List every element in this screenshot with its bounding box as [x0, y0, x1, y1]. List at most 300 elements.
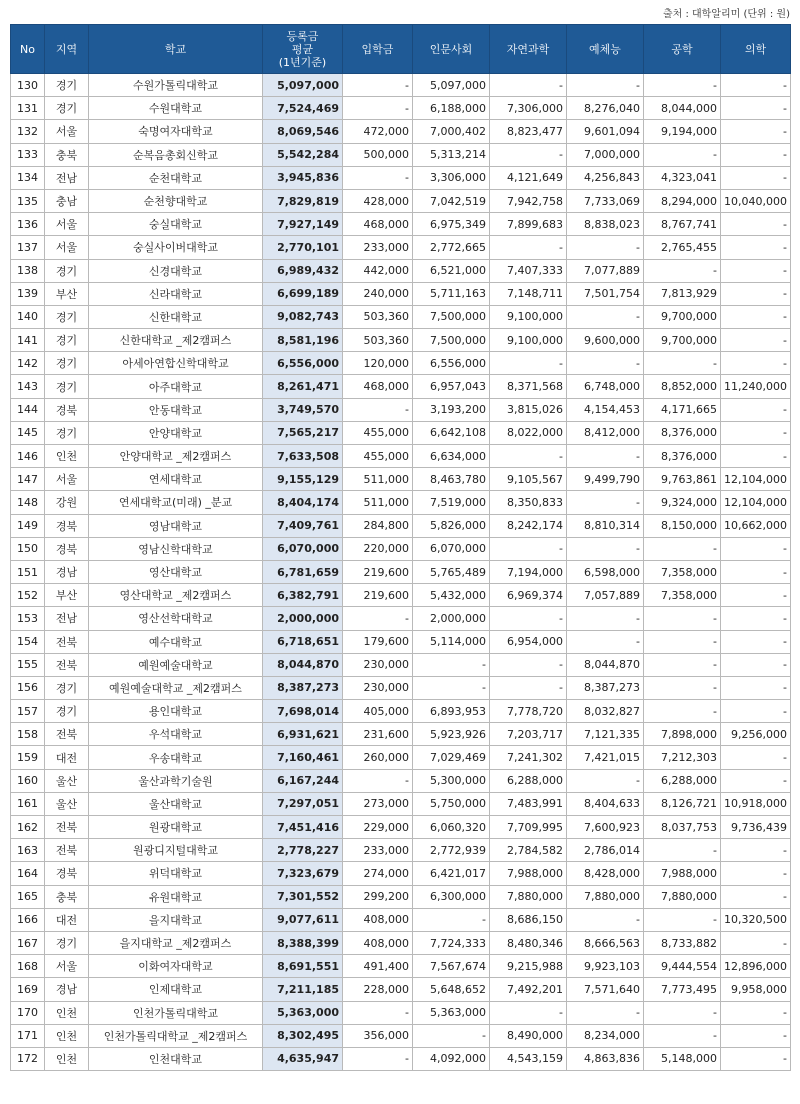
cell-school: 예수대학교	[89, 630, 263, 653]
cell-medicine: -	[721, 560, 791, 583]
cell-admission: 273,000	[343, 792, 413, 815]
cell-engineering: -	[644, 259, 721, 282]
cell-admission: 120,000	[343, 352, 413, 375]
cell-average: 8,387,273	[263, 676, 343, 699]
cell-no: 165	[11, 885, 45, 908]
cell-arts: 4,154,453	[567, 398, 644, 421]
cell-average: 5,363,000	[263, 1001, 343, 1024]
cell-science: 4,121,649	[490, 166, 567, 189]
cell-science: 7,483,991	[490, 792, 567, 815]
cell-arts: 7,571,640	[567, 978, 644, 1001]
table-row	[11, 723, 791, 746]
cell-engineering: 8,126,721	[644, 792, 721, 815]
cell-humanities: 7,042,519	[413, 189, 490, 212]
cell-medicine: -	[721, 352, 791, 375]
cell-no: 147	[11, 468, 45, 491]
cell-school: 인천가톨릭대학교 _제2캠퍼스	[89, 1024, 263, 1047]
cell-science: -	[490, 607, 567, 630]
cell-engineering: 8,852,000	[644, 375, 721, 398]
cell-arts: 8,404,633	[567, 792, 644, 815]
cell-arts: 7,421,015	[567, 746, 644, 769]
cell-science: -	[490, 676, 567, 699]
cell-no: 169	[11, 978, 45, 1001]
cell-admission: -	[343, 607, 413, 630]
cell-average: 8,302,495	[263, 1024, 343, 1047]
cell-humanities: 2,772,939	[413, 839, 490, 862]
cell-arts: -	[567, 74, 644, 97]
cell-region: 경기	[45, 676, 89, 699]
cell-admission: -	[343, 1047, 413, 1070]
cell-science: 7,988,000	[490, 862, 567, 885]
cell-medicine: 10,918,000	[721, 792, 791, 815]
cell-science: 7,709,995	[490, 816, 567, 839]
cell-humanities: 6,556,000	[413, 352, 490, 375]
cell-region: 경기	[45, 421, 89, 444]
cell-humanities: 5,648,652	[413, 978, 490, 1001]
cell-average: 6,382,791	[263, 584, 343, 607]
cell-region: 대전	[45, 746, 89, 769]
cell-humanities: 8,463,780	[413, 468, 490, 491]
cell-engineering: 8,037,753	[644, 816, 721, 839]
cell-no: 138	[11, 259, 45, 282]
cell-school: 예원예술대학교 _제2캠퍼스	[89, 676, 263, 699]
cell-engineering: 8,294,000	[644, 189, 721, 212]
cell-average: 7,323,679	[263, 862, 343, 885]
cell-medicine: 9,958,000	[721, 978, 791, 1001]
cell-medicine: -	[721, 584, 791, 607]
table-row	[11, 1024, 791, 1047]
cell-arts: 4,256,843	[567, 166, 644, 189]
cell-medicine: -	[721, 236, 791, 259]
cell-region: 경남	[45, 560, 89, 583]
cell-region: 경남	[45, 978, 89, 1001]
table-row	[11, 746, 791, 769]
cell-admission: 299,200	[343, 885, 413, 908]
cell-average: 7,301,552	[263, 885, 343, 908]
cell-engineering: -	[644, 653, 721, 676]
cell-average: 8,069,546	[263, 120, 343, 143]
cell-medicine: -	[721, 885, 791, 908]
cell-humanities: 6,957,043	[413, 375, 490, 398]
cell-science: 7,880,000	[490, 885, 567, 908]
cell-arts: 7,077,889	[567, 259, 644, 282]
cell-admission: 405,000	[343, 700, 413, 723]
table-row	[11, 769, 791, 792]
cell-average: 9,155,129	[263, 468, 343, 491]
cell-medicine: -	[721, 329, 791, 352]
cell-admission: 503,360	[343, 329, 413, 352]
cell-engineering: 7,880,000	[644, 885, 721, 908]
cell-average: 6,781,659	[263, 560, 343, 583]
cell-school: 인천가톨릭대학교	[89, 1001, 263, 1024]
table-row	[11, 560, 791, 583]
cell-region: 충남	[45, 189, 89, 212]
cell-engineering: 9,324,000	[644, 491, 721, 514]
cell-region: 전남	[45, 166, 89, 189]
cell-engineering: 8,376,000	[644, 421, 721, 444]
cell-average: 7,160,461	[263, 746, 343, 769]
cell-humanities: 6,421,017	[413, 862, 490, 885]
cell-medicine: -	[721, 213, 791, 236]
cell-science: 4,543,159	[490, 1047, 567, 1070]
header-medicine: 의학	[721, 25, 791, 74]
cell-arts: 7,880,000	[567, 885, 644, 908]
table-row	[11, 74, 791, 97]
cell-science: 8,242,174	[490, 514, 567, 537]
table-row	[11, 329, 791, 352]
cell-arts: 8,412,000	[567, 421, 644, 444]
cell-no: 139	[11, 282, 45, 305]
cell-humanities: -	[413, 1024, 490, 1047]
cell-no: 154	[11, 630, 45, 653]
cell-science: 7,492,201	[490, 978, 567, 1001]
cell-medicine: -	[721, 769, 791, 792]
cell-engineering: -	[644, 700, 721, 723]
cell-no: 159	[11, 746, 45, 769]
cell-no: 172	[11, 1047, 45, 1070]
cell-no: 163	[11, 839, 45, 862]
cell-region: 부산	[45, 282, 89, 305]
cell-average: 7,524,469	[263, 97, 343, 120]
cell-no: 131	[11, 97, 45, 120]
cell-science: 9,215,988	[490, 955, 567, 978]
cell-science: 8,480,346	[490, 931, 567, 954]
cell-no: 156	[11, 676, 45, 699]
cell-science: -	[490, 653, 567, 676]
cell-admission: 229,000	[343, 816, 413, 839]
cell-humanities: 2,000,000	[413, 607, 490, 630]
cell-no: 149	[11, 514, 45, 537]
cell-humanities: 5,711,163	[413, 282, 490, 305]
table-row	[11, 259, 791, 282]
cell-school: 원광대학교	[89, 816, 263, 839]
cell-school: 숙명여자대학교	[89, 120, 263, 143]
cell-arts: 8,234,000	[567, 1024, 644, 1047]
cell-arts: 7,000,000	[567, 143, 644, 166]
cell-admission: 491,400	[343, 955, 413, 978]
cell-average: 8,388,399	[263, 931, 343, 954]
cell-arts: 2,786,014	[567, 839, 644, 862]
cell-region: 충북	[45, 885, 89, 908]
table-row	[11, 1001, 791, 1024]
cell-engineering: -	[644, 143, 721, 166]
cell-admission: 240,000	[343, 282, 413, 305]
cell-average: 6,556,000	[263, 352, 343, 375]
cell-region: 인천	[45, 445, 89, 468]
header-admission: 입학금	[343, 25, 413, 74]
header-school: 학교	[89, 25, 263, 74]
cell-school: 신한대학교	[89, 305, 263, 328]
cell-medicine: -	[721, 143, 791, 166]
cell-science: 7,148,711	[490, 282, 567, 305]
cell-arts: 8,387,273	[567, 676, 644, 699]
table-header	[11, 25, 791, 74]
cell-humanities: -	[413, 653, 490, 676]
table-row	[11, 445, 791, 468]
cell-science: -	[490, 143, 567, 166]
cell-average: 7,633,508	[263, 445, 343, 468]
cell-medicine: -	[721, 537, 791, 560]
cell-medicine: -	[721, 120, 791, 143]
cell-engineering: 8,376,000	[644, 445, 721, 468]
table-row	[11, 398, 791, 421]
cell-region: 경기	[45, 97, 89, 120]
cell-humanities: 7,000,402	[413, 120, 490, 143]
cell-average: 6,989,432	[263, 259, 343, 282]
cell-arts: 4,863,836	[567, 1047, 644, 1070]
cell-region: 전북	[45, 723, 89, 746]
cell-arts: -	[567, 769, 644, 792]
cell-average: 8,404,174	[263, 491, 343, 514]
cell-average: 7,927,149	[263, 213, 343, 236]
cell-medicine: -	[721, 421, 791, 444]
cell-arts: 8,838,023	[567, 213, 644, 236]
cell-school: 위덕대학교	[89, 862, 263, 885]
cell-engineering: -	[644, 607, 721, 630]
cell-average: 2,770,101	[263, 236, 343, 259]
cell-admission: 428,000	[343, 189, 413, 212]
cell-engineering: 9,194,000	[644, 120, 721, 143]
cell-no: 148	[11, 491, 45, 514]
cell-humanities: 5,765,489	[413, 560, 490, 583]
cell-no: 135	[11, 189, 45, 212]
cell-engineering: 7,773,495	[644, 978, 721, 1001]
cell-humanities: 3,306,000	[413, 166, 490, 189]
cell-admission: 219,600	[343, 560, 413, 583]
cell-humanities: 5,923,926	[413, 723, 490, 746]
cell-no: 136	[11, 213, 45, 236]
cell-engineering: 9,700,000	[644, 305, 721, 328]
cell-science: -	[490, 352, 567, 375]
cell-average: 6,718,651	[263, 630, 343, 653]
cell-school: 우송대학교	[89, 746, 263, 769]
cell-average: 8,261,471	[263, 375, 343, 398]
cell-humanities: 5,114,000	[413, 630, 490, 653]
cell-no: 158	[11, 723, 45, 746]
cell-region: 서울	[45, 236, 89, 259]
cell-arts: 8,428,000	[567, 862, 644, 885]
cell-engineering: -	[644, 74, 721, 97]
cell-region: 서울	[45, 468, 89, 491]
cell-medicine: 10,320,500	[721, 908, 791, 931]
cell-humanities: 6,642,108	[413, 421, 490, 444]
cell-arts: -	[567, 630, 644, 653]
cell-region: 전북	[45, 839, 89, 862]
cell-humanities: 5,097,000	[413, 74, 490, 97]
cell-humanities: 5,363,000	[413, 1001, 490, 1024]
cell-medicine: -	[721, 676, 791, 699]
cell-average: 9,082,743	[263, 305, 343, 328]
table-row	[11, 630, 791, 653]
cell-school: 영남대학교	[89, 514, 263, 537]
cell-medicine: -	[721, 398, 791, 421]
cell-medicine: 12,104,000	[721, 468, 791, 491]
cell-science: -	[490, 236, 567, 259]
cell-medicine: -	[721, 700, 791, 723]
table-row	[11, 816, 791, 839]
cell-science: 8,371,568	[490, 375, 567, 398]
cell-medicine: 12,896,000	[721, 955, 791, 978]
cell-engineering: 7,898,000	[644, 723, 721, 746]
cell-school: 을지대학교	[89, 908, 263, 931]
cell-school: 순복음총회신학교	[89, 143, 263, 166]
table-row	[11, 491, 791, 514]
cell-admission: 455,000	[343, 445, 413, 468]
cell-no: 152	[11, 584, 45, 607]
cell-average: 8,691,551	[263, 955, 343, 978]
cell-region: 경기	[45, 259, 89, 282]
cell-admission: 511,000	[343, 491, 413, 514]
cell-no: 160	[11, 769, 45, 792]
cell-average: 8,581,196	[263, 329, 343, 352]
cell-science: 9,100,000	[490, 329, 567, 352]
cell-average: 5,542,284	[263, 143, 343, 166]
cell-admission: 233,000	[343, 236, 413, 259]
cell-admission: -	[343, 398, 413, 421]
cell-arts: 8,666,563	[567, 931, 644, 954]
cell-arts: 9,601,094	[567, 120, 644, 143]
cell-admission: 442,000	[343, 259, 413, 282]
cell-humanities: 5,432,000	[413, 584, 490, 607]
cell-average: 6,167,244	[263, 769, 343, 792]
cell-medicine: -	[721, 74, 791, 97]
cell-science: 8,022,000	[490, 421, 567, 444]
cell-arts: 8,032,827	[567, 700, 644, 723]
cell-engineering: -	[644, 1024, 721, 1047]
cell-average: 7,698,014	[263, 700, 343, 723]
cell-average: 7,409,761	[263, 514, 343, 537]
header-region: 지역	[45, 25, 89, 74]
cell-region: 경기	[45, 352, 89, 375]
cell-engineering: 7,813,929	[644, 282, 721, 305]
cell-average: 3,749,570	[263, 398, 343, 421]
cell-school: 연세대학교	[89, 468, 263, 491]
cell-school: 유원대학교	[89, 885, 263, 908]
cell-no: 155	[11, 653, 45, 676]
cell-engineering: 7,212,303	[644, 746, 721, 769]
cell-admission: 284,800	[343, 514, 413, 537]
cell-humanities: 6,893,953	[413, 700, 490, 723]
cell-region: 경기	[45, 375, 89, 398]
cell-no: 171	[11, 1024, 45, 1047]
cell-average: 7,211,185	[263, 978, 343, 1001]
cell-region: 전남	[45, 607, 89, 630]
cell-no: 132	[11, 120, 45, 143]
cell-admission: 230,000	[343, 676, 413, 699]
cell-region: 경북	[45, 862, 89, 885]
cell-no: 141	[11, 329, 45, 352]
cell-region: 경북	[45, 398, 89, 421]
cell-school: 울산과학기술원	[89, 769, 263, 792]
cell-humanities: 6,060,320	[413, 816, 490, 839]
cell-medicine: -	[721, 97, 791, 120]
cell-no: 161	[11, 792, 45, 815]
tuition-table	[10, 24, 791, 1071]
cell-school: 연세대학교(미래) _분교	[89, 491, 263, 514]
cell-school: 예원예술대학교	[89, 653, 263, 676]
cell-arts: 8,044,870	[567, 653, 644, 676]
cell-school: 을지대학교 _제2캠퍼스	[89, 931, 263, 954]
cell-science: 7,306,000	[490, 97, 567, 120]
table-row	[11, 792, 791, 815]
cell-engineering: -	[644, 630, 721, 653]
table-row	[11, 1047, 791, 1070]
cell-average: 7,829,819	[263, 189, 343, 212]
cell-school: 신한대학교 _제2캠퍼스	[89, 329, 263, 352]
cell-engineering: 8,044,000	[644, 97, 721, 120]
cell-medicine: 10,662,000	[721, 514, 791, 537]
cell-arts: 7,733,069	[567, 189, 644, 212]
cell-no: 142	[11, 352, 45, 375]
cell-engineering: -	[644, 839, 721, 862]
cell-arts: 7,600,923	[567, 816, 644, 839]
table-row	[11, 862, 791, 885]
cell-arts: 7,121,335	[567, 723, 644, 746]
cell-engineering: 8,733,882	[644, 931, 721, 954]
cell-no: 144	[11, 398, 45, 421]
cell-no: 137	[11, 236, 45, 259]
cell-admission: 468,000	[343, 375, 413, 398]
cell-arts: -	[567, 236, 644, 259]
table-row	[11, 213, 791, 236]
cell-region: 전북	[45, 816, 89, 839]
cell-medicine: -	[721, 1047, 791, 1070]
cell-science: 8,686,150	[490, 908, 567, 931]
cell-region: 경기	[45, 700, 89, 723]
cell-science: -	[490, 445, 567, 468]
cell-school: 영남신학대학교	[89, 537, 263, 560]
cell-engineering: 5,148,000	[644, 1047, 721, 1070]
cell-medicine: 10,040,000	[721, 189, 791, 212]
cell-admission: 356,000	[343, 1024, 413, 1047]
cell-admission: -	[343, 74, 413, 97]
cell-school: 숭실대학교	[89, 213, 263, 236]
cell-region: 강원	[45, 491, 89, 514]
cell-school: 우석대학교	[89, 723, 263, 746]
cell-admission: 500,000	[343, 143, 413, 166]
cell-engineering: 4,171,665	[644, 398, 721, 421]
cell-science: 7,407,333	[490, 259, 567, 282]
table-row	[11, 421, 791, 444]
table-row	[11, 468, 791, 491]
cell-medicine: -	[721, 305, 791, 328]
cell-arts: -	[567, 445, 644, 468]
table-row	[11, 352, 791, 375]
cell-school: 용인대학교	[89, 700, 263, 723]
cell-engineering: 9,763,861	[644, 468, 721, 491]
cell-engineering: 9,444,554	[644, 955, 721, 978]
cell-science: 9,105,567	[490, 468, 567, 491]
cell-average: 8,044,870	[263, 653, 343, 676]
cell-region: 경기	[45, 74, 89, 97]
cell-admission: 179,600	[343, 630, 413, 653]
cell-average: 6,699,189	[263, 282, 343, 305]
cell-arts: -	[567, 305, 644, 328]
table-row	[11, 120, 791, 143]
cell-arts: 9,499,790	[567, 468, 644, 491]
table-row	[11, 607, 791, 630]
header-no: No	[11, 25, 45, 74]
cell-admission: -	[343, 1001, 413, 1024]
cell-region: 전북	[45, 653, 89, 676]
cell-admission: 233,000	[343, 839, 413, 862]
cell-region: 울산	[45, 769, 89, 792]
cell-arts: -	[567, 537, 644, 560]
table-row	[11, 282, 791, 305]
cell-science: 7,942,758	[490, 189, 567, 212]
cell-medicine: 11,240,000	[721, 375, 791, 398]
cell-medicine: -	[721, 931, 791, 954]
